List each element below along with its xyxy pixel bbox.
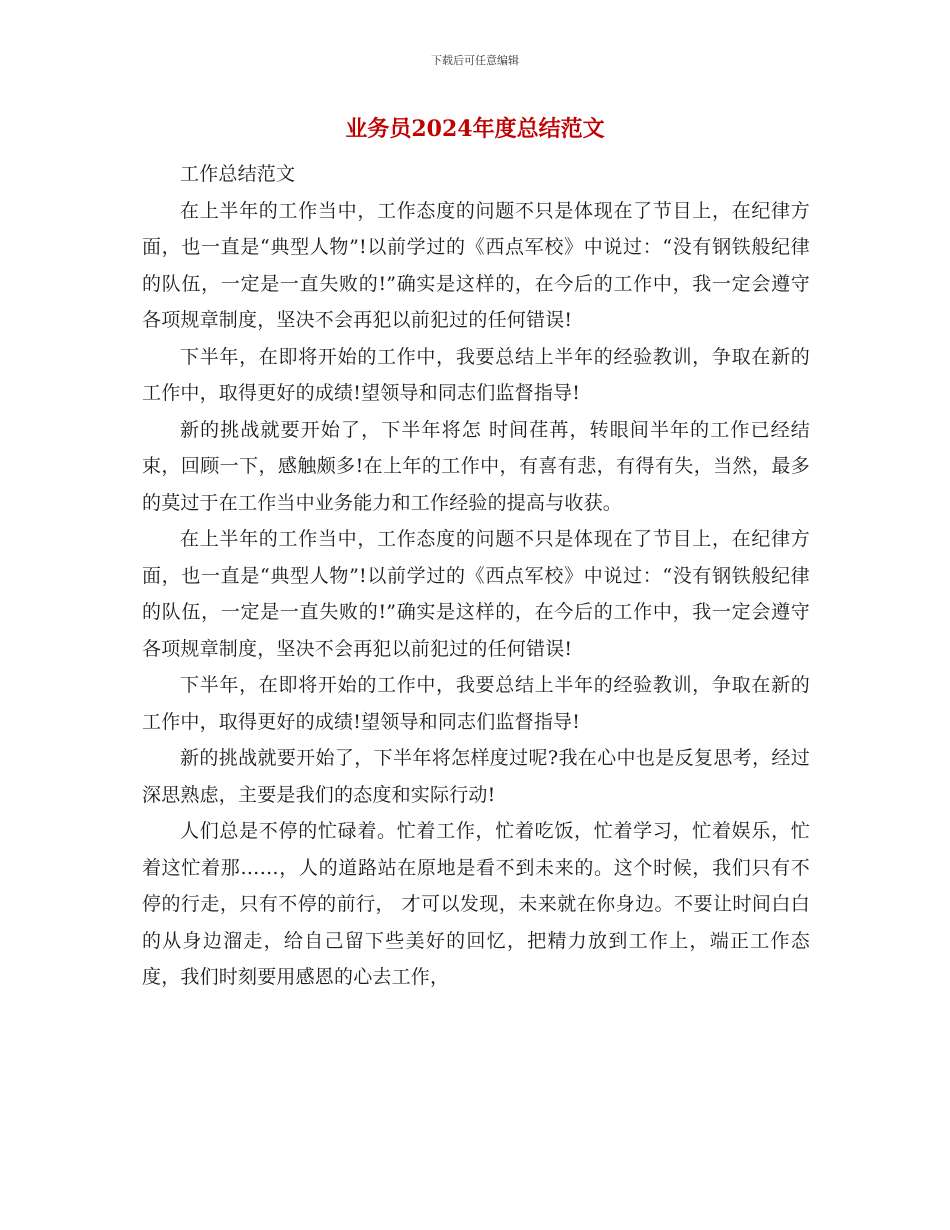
- header-note: 下载后可任意编辑: [431, 54, 519, 67]
- document-title: 业务员2024年度总结范文: [345, 116, 605, 142]
- paragraph: 新的挑战就要开始了，下半年将怎样度过呢?我在心中也是反复思考，经过深思熟虑，主要是我们的态度和实际行动!: [142, 747, 810, 806]
- paragraph: 工作总结范文: [180, 163, 296, 185]
- paragraph: 在上半年的工作当中，工作态度的问题不只是体现在了节目上，在纪律方面，也一直是“典型人物”!以前学过的《西点军校》中说过：“没有钢铁般纪律的队伍，一定是一直失败的!”确实是这样的，在今后的工作中，我一定会遵守各项规章制度，坚决不会再犯以前犯过的任何错误!: [142, 199, 810, 331]
- paragraph: 新的挑战就要开始了，下半年将怎 时间荏苒，转眼间半年的工作已经结束，回顾一下，感触颇多!在上年的工作中，有喜有悲，有得有失，当然，最多的莫过于在工作当中业务能力和工作经验的提高与收获。: [142, 418, 810, 514]
- document-body: [142, 156, 810, 996]
- paragraph: 在上半年的工作当中，工作态度的问题不只是体现在了节目上，在纪律方面，也一直是“典型人物”!以前学过的《西点军校》中说过：“没有钢铁般纪律的队伍，一定是一直失败的!”确实是这样的，在今后的工作中，我一定会遵守各项规章制度，坚决不会再犯以前犯过的任何错误!: [142, 528, 810, 660]
- paragraph: 下半年，在即将开始的工作中，我要总结上半年的经验教训，争取在新的工作中，取得更好的成绩!望领导和同志们监督指导!: [142, 674, 810, 733]
- paragraph: 人们总是不停的忙碌着。忙着工作，忙着吃饭，忙着学习，忙着娱乐，忙着这忙着那……，人的道路站在原地是看不到未来的。这个时候，我们只有不停的行走，只有不停的前行， 才可以发现，未来就在你身边。不要让时间白白的从身边溜走，给自己留下些美好的回忆，把精力放到工作上，端正工作态度，我们时刻要用感恩的心去工作，: [142, 820, 810, 988]
- paragraph: 下半年，在即将开始的工作中，我要总结上半年的经验教训，争取在新的工作中，取得更好的成绩!望领导和同志们监督指导!: [142, 345, 810, 404]
